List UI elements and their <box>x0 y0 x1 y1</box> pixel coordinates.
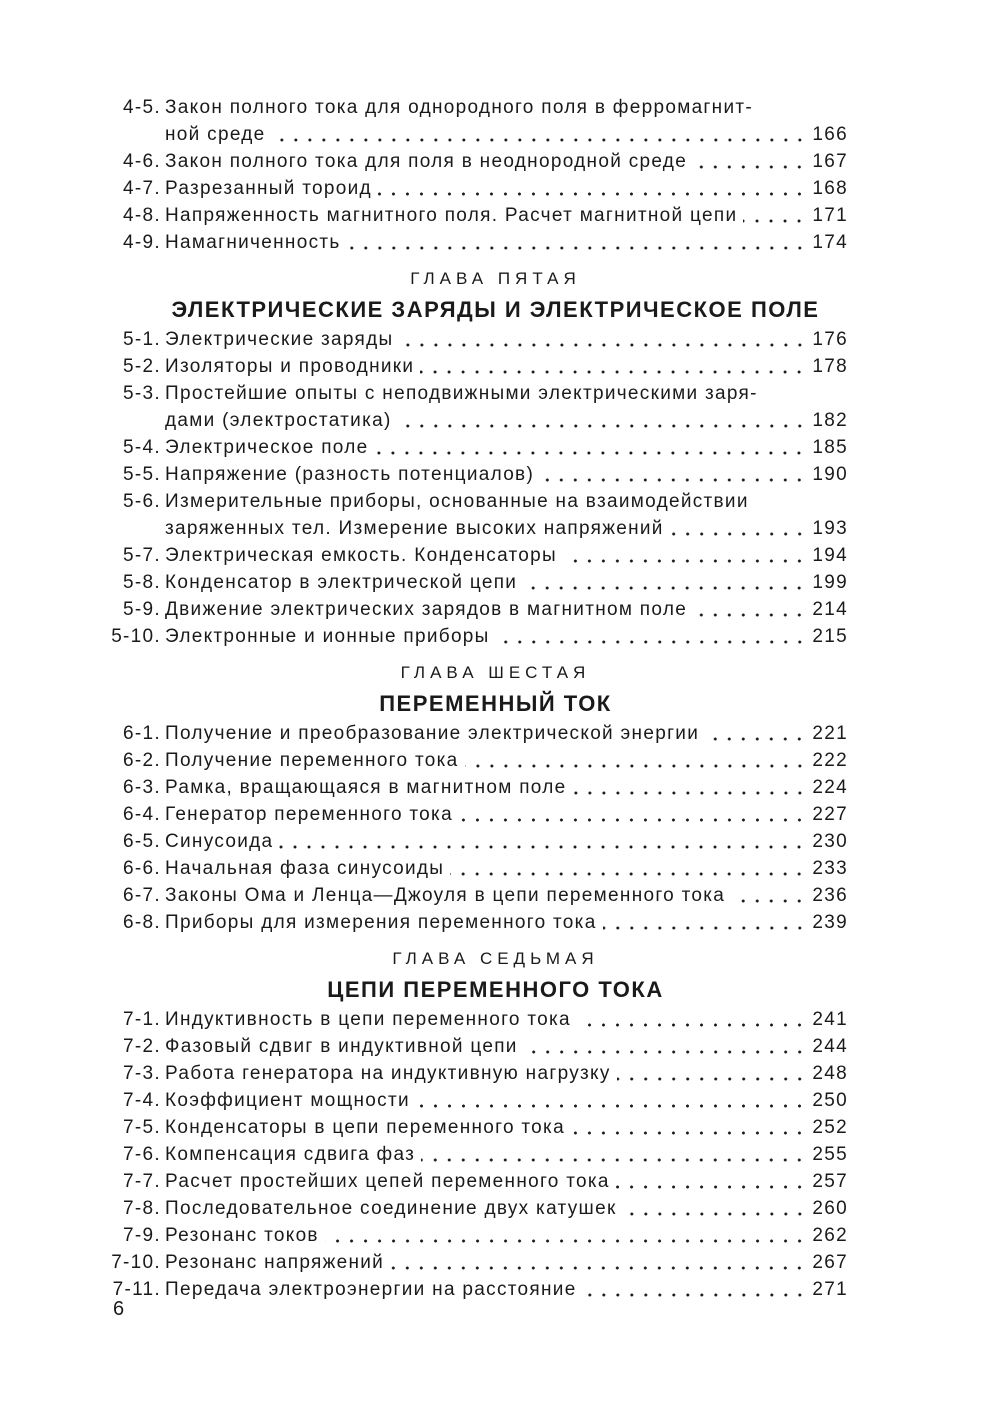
dot-leader <box>420 370 806 374</box>
page-ref: 252 <box>812 1117 848 1138</box>
toc-entry <box>103 461 848 488</box>
section-number: 7-5. <box>123 1117 161 1138</box>
section-number: 5-7. <box>123 545 161 566</box>
section-number: 5-9. <box>123 599 161 620</box>
section-title: Коэффициент мощности <box>165 1090 410 1111</box>
page-ref: 190 <box>812 464 848 485</box>
toc-entry <box>103 1141 848 1168</box>
page-ref: 178 <box>812 356 848 377</box>
toc-entry <box>103 202 848 229</box>
dot-leader <box>571 1131 806 1135</box>
page-ref: 257 <box>812 1171 848 1192</box>
dot-leader <box>459 818 806 822</box>
page-ref: 267 <box>812 1252 848 1273</box>
chapter-title: ПЕРЕМЕННЫЙ ТОК <box>379 691 612 716</box>
toc-entry <box>103 434 848 461</box>
dot-leader <box>617 1077 807 1081</box>
chapter-title: ЭЛЕКТРИЧЕСКИЕ ЗАРЯДЫ И ЭЛЕКТРИЧЕСКОЕ ПОЛЕ <box>171 297 820 322</box>
toc-entry <box>103 326 848 353</box>
page-ref: 166 <box>812 124 848 145</box>
section-title: Конденсаторы в цепи переменного тока <box>165 1117 565 1138</box>
section-number: 4-6. <box>123 151 161 172</box>
toc-entry <box>103 1222 848 1249</box>
toc-entry <box>103 1249 848 1276</box>
section-number: 7-9. <box>123 1225 161 1246</box>
section-number: 6-5. <box>123 831 161 852</box>
section-title: ной среде <box>165 124 266 145</box>
page-ref: 176 <box>812 329 848 350</box>
dot-leader <box>603 926 807 930</box>
section-title: Рамка, вращающаяся в магнитном поле <box>165 777 567 798</box>
page-ref: 233 <box>812 858 848 879</box>
dot-leader <box>390 1266 806 1270</box>
chapter-label: ГЛАВА ПЯТАЯ <box>410 269 581 288</box>
toc-entry <box>103 1276 848 1303</box>
dot-leader <box>416 1104 807 1108</box>
section-title: Движение электрических зарядов в магнитном поле <box>165 599 688 620</box>
toc-entry <box>103 407 848 434</box>
toc-entry <box>103 596 848 623</box>
toc-entry <box>103 1033 848 1060</box>
page-ref: 241 <box>812 1009 848 1030</box>
page-ref: 230 <box>812 831 848 852</box>
section-title: Начальная фаза синусоиды <box>165 858 445 879</box>
section-title: Разрезанный тороид <box>165 178 372 199</box>
toc-entry <box>103 121 848 148</box>
section-number: 5-2. <box>123 356 161 377</box>
section-title: Измерительные приборы, основанные на взаимодействии <box>165 491 749 512</box>
page-ref: 262 <box>812 1225 848 1246</box>
section-title: Получение и преобразование электрической энергии <box>165 723 700 744</box>
toc-entry <box>103 353 848 380</box>
section-number: 7-1. <box>123 1009 161 1030</box>
page-ref: 167 <box>812 151 848 172</box>
section-number: 6-2. <box>123 750 161 771</box>
dot-leader <box>583 1293 807 1297</box>
toc-entry <box>103 882 848 909</box>
page-ref: 227 <box>812 804 848 825</box>
toc-entry <box>103 380 848 407</box>
section-number: 7-3. <box>123 1063 161 1084</box>
page-ref: 215 <box>812 626 848 647</box>
dot-leader <box>272 138 807 142</box>
section-number: 7-6. <box>123 1144 161 1165</box>
toc-entry <box>103 569 848 596</box>
dot-leader <box>523 586 806 590</box>
dot-leader <box>693 613 806 617</box>
section-number: 4-8. <box>123 205 161 226</box>
section-number: 5-1. <box>123 329 161 350</box>
section-title: Синусоида <box>165 831 274 852</box>
toc-entry <box>103 515 848 542</box>
page-ref: 171 <box>812 205 848 226</box>
section-number: 7-2. <box>123 1036 161 1057</box>
page-number: 6 <box>113 1298 125 1320</box>
toc-entry <box>103 747 848 774</box>
page-ref: 255 <box>812 1144 848 1165</box>
section-number: 5-6. <box>123 491 161 512</box>
dot-leader <box>705 737 806 741</box>
section-title: Напряженность магнитного поля. Расчет магнитной цепи <box>165 205 738 226</box>
section-number: 5-8. <box>123 572 161 593</box>
section-number: 6-7. <box>123 885 161 906</box>
section-title: Индуктивность в цепи переменного тока <box>165 1009 571 1030</box>
toc-entry <box>103 175 848 202</box>
section-title: Закон полного тока для поля в неоднородной среде <box>165 151 688 172</box>
section-number: 7-4. <box>123 1090 161 1111</box>
section-title: Электрические заряды <box>165 329 394 350</box>
dot-leader <box>398 424 807 428</box>
toc-entry <box>103 1114 848 1141</box>
dot-leader <box>577 1023 807 1027</box>
section-title: Изоляторы и проводники <box>165 356 415 377</box>
page-ref: 236 <box>812 885 848 906</box>
toc-entry <box>103 229 848 256</box>
toc-entry <box>103 488 848 515</box>
toc-entry <box>103 909 848 936</box>
chapter-title: ЦЕПИ ПЕРЕМЕННОГО ТОКА <box>327 977 664 1002</box>
section-number: 6-3. <box>123 777 161 798</box>
toc-entry <box>103 1195 848 1222</box>
dot-leader <box>524 1050 807 1054</box>
dot-leader <box>693 165 806 169</box>
section-title: Простейшие опыты с неподвижными электрическими заря- <box>165 383 758 404</box>
page-ref: 199 <box>812 572 848 593</box>
dot-leader <box>450 872 806 876</box>
dot-leader <box>325 1239 807 1243</box>
section-title: заряженных тел. Измерение высоких напряжений <box>165 518 664 539</box>
section-title: Электрическое поле <box>165 437 369 458</box>
dot-leader <box>347 246 807 250</box>
section-title: Напряжение (разность потенциалов) <box>165 464 535 485</box>
toc-entry <box>103 1006 848 1033</box>
toc-entry <box>103 94 848 121</box>
page-ref: 244 <box>812 1036 848 1057</box>
toc-entry <box>103 774 848 801</box>
page-ref: 271 <box>812 1279 848 1300</box>
section-title: Передача электроэнергии на расстояние <box>165 1279 577 1300</box>
page-ref: 248 <box>812 1063 848 1084</box>
page-ref: 224 <box>812 777 848 798</box>
section-title: Резонанс напряжений <box>165 1252 385 1273</box>
section-title: Расчет простейших цепей переменного тока <box>165 1171 610 1192</box>
dot-leader <box>400 343 807 347</box>
page-ref: 182 <box>812 410 848 431</box>
page-ref: 222 <box>812 750 848 771</box>
dot-leader <box>616 1185 807 1189</box>
dot-leader <box>421 1158 806 1162</box>
section-number: 4-7. <box>123 178 161 199</box>
section-title: Последовательное соединение двух катушек <box>165 1198 617 1219</box>
section-title: Приборы для измерения переменного тока <box>165 912 597 933</box>
chapter-label: ГЛАВА СЕДЬМАЯ <box>392 949 599 968</box>
page-ref: 214 <box>812 599 848 620</box>
page-ref: 193 <box>812 518 848 539</box>
dot-leader <box>623 1212 807 1216</box>
dot-leader <box>731 899 806 903</box>
dot-leader <box>540 478 806 482</box>
page-ref: 168 <box>812 178 848 199</box>
section-title: дами (электростатика) <box>165 410 392 431</box>
toc-entry <box>103 623 848 650</box>
section-title: Электрическая емкость. Конденсаторы <box>165 545 557 566</box>
section-number: 7-7. <box>123 1171 161 1192</box>
section-title: Компенсация сдвига фаз <box>165 1144 416 1165</box>
dot-leader <box>279 845 806 849</box>
dot-leader <box>496 640 807 644</box>
dot-leader <box>743 219 806 223</box>
page-ref: 194 <box>812 545 848 566</box>
page-ref: 174 <box>812 232 848 253</box>
toc-entry <box>103 1087 848 1114</box>
section-title: Работа генератора на индуктивную нагрузку <box>165 1063 611 1084</box>
section-number: 4-9. <box>123 232 161 253</box>
dot-leader <box>374 451 806 455</box>
section-title: Закон полного тока для однородного поля в ферромагнит- <box>165 97 753 118</box>
section-number: 6-6. <box>123 858 161 879</box>
section-number: 5-10. <box>111 626 161 647</box>
page-ref: 185 <box>812 437 848 458</box>
section-title: Законы Ома и Ленца—Джоуля в цепи переменного тока <box>165 885 726 906</box>
toc-entry <box>103 1060 848 1087</box>
toc-entry <box>103 148 848 175</box>
section-number: 4-5. <box>123 97 161 118</box>
section-number: 6-4. <box>123 804 161 825</box>
toc-entry <box>103 828 848 855</box>
dot-leader <box>563 559 806 563</box>
table-of-contents <box>103 94 848 1303</box>
toc-entry <box>103 1168 848 1195</box>
section-title: Намагниченность <box>165 232 341 253</box>
section-title: Фазовый сдвиг в индуктивной цепи <box>165 1036 518 1057</box>
section-number: 6-1. <box>123 723 161 744</box>
section-number: 5-3. <box>123 383 161 404</box>
section-number: 7-8. <box>123 1198 161 1219</box>
section-title: Электронные и ионные приборы <box>165 626 490 647</box>
page-ref: 239 <box>812 912 848 933</box>
page-ref: 221 <box>812 723 848 744</box>
section-number: 6-8. <box>123 912 161 933</box>
toc-entry <box>103 542 848 569</box>
section-title: Генератор переменного тока <box>165 804 453 825</box>
section-title: Конденсатор в электрической цепи <box>165 572 518 593</box>
section-title: Резонанс токов <box>165 1225 319 1246</box>
dot-leader <box>378 192 806 196</box>
dot-leader <box>573 791 807 795</box>
dot-leader <box>465 764 807 768</box>
section-title: Получение переменного тока <box>165 750 459 771</box>
section-number: 7-10. <box>111 1252 161 1273</box>
section-number: 5-5. <box>123 464 161 485</box>
chapter-label: ГЛАВА ШЕСТАЯ <box>400 663 591 682</box>
dot-leader <box>670 532 807 536</box>
toc-entry <box>103 720 848 747</box>
toc-entry <box>103 855 848 882</box>
section-number: 5-4. <box>123 437 161 458</box>
toc-entry <box>103 801 848 828</box>
section-number: 7-11. <box>112 1279 161 1300</box>
page-ref: 250 <box>812 1090 848 1111</box>
page-ref: 260 <box>812 1198 848 1219</box>
